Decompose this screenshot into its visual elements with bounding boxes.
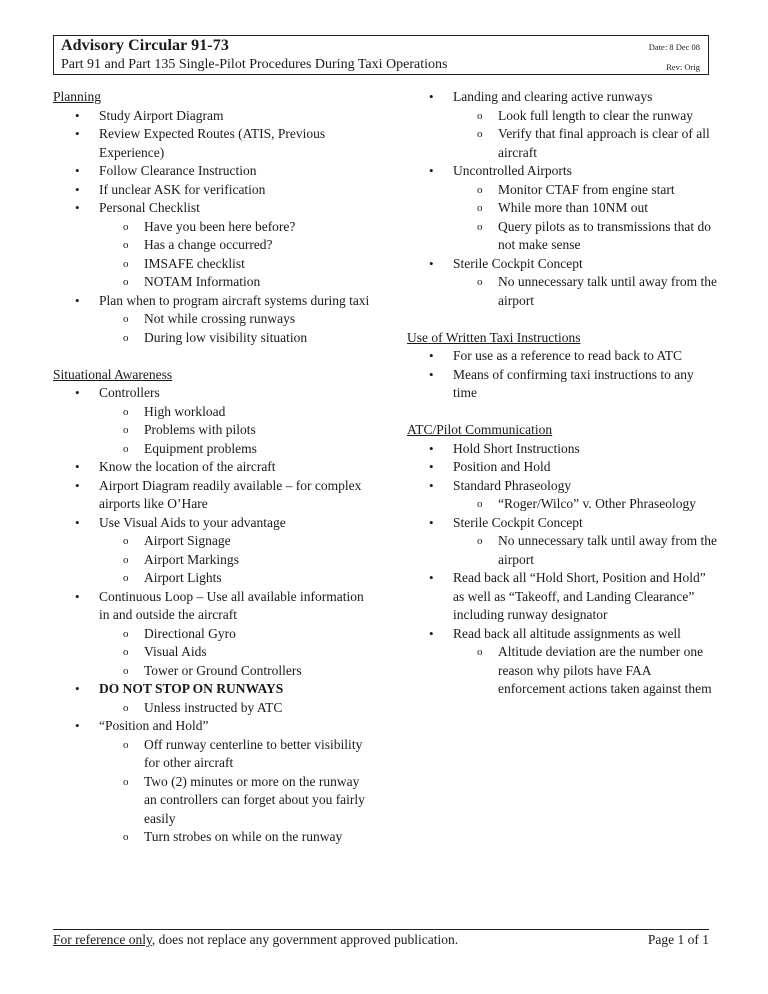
list-item [407,514,717,570]
sub-list-item: o Verify that final approach is clear of all aircraft [407,125,717,162]
list-item-text: Read back all altitude assignments as well [453,625,681,641]
sub-list-item: o Have you been here before? [53,218,373,237]
spacer [53,347,373,366]
list-item [53,199,373,292]
sub-list [453,643,717,699]
list-item-text: Controllers [99,385,160,400]
atc-communication-list [407,440,717,699]
list-item: • Follow Clearance Instruction [53,162,373,181]
sub-list [99,218,373,292]
section-heading-planning: Planning [53,89,102,104]
sub-list-item: o Turn strobes on while on the runway [53,828,373,847]
sub-list-item: o Query pilots as to transmissions that do not make sense [407,218,717,255]
sub-list-item: o Visual Aids [53,643,373,662]
list-item [407,625,717,699]
list-item [53,717,373,847]
sub-list [453,495,717,514]
sub-list-item: o Airport Markings [53,551,373,570]
list-item: • For use as a reference to read back to ATC [407,347,717,366]
sub-list-item: o No unnecessary talk until away from the airport [407,273,717,310]
sub-list-item: o NOTAM Information [53,273,373,292]
sub-list-item: o Off runway centerline to better visibility for other aircraft [53,736,373,773]
section-heading-atc-communication: ATC/Pilot Communication [407,422,553,437]
planning-list [53,107,373,348]
left-column [53,88,373,847]
list-item [53,514,373,588]
section-heading-written-taxi: Use of Written Taxi Instructions [407,329,581,345]
sub-list-item: o High workload [53,403,373,422]
sub-list-item: o Monitor CTAF from engine start [407,181,717,200]
sub-list-item: o Problems with pilots [53,421,373,440]
sub-list [453,532,717,569]
sub-list [99,310,373,347]
sub-list [453,181,717,255]
sub-list-item: o Unless instructed by ATC [53,699,373,718]
sub-list-item: o Tower or Ground Controllers [53,662,373,681]
list-item [53,680,373,717]
list-item: • Hold Short Instructions [407,440,717,459]
sub-list-item: o Look full length to clear the runway [407,107,717,126]
page-number: Page 1 of 1 [647,932,709,947]
list-item-text: Standard Phraseology [453,477,572,493]
list-item-text: Plan when to program aircraft systems during taxi [99,292,370,308]
list-item: • Know the location of the aircraft [53,458,373,477]
footer-divider [53,929,709,930]
section-heading-situational-awareness: Situational Awareness [53,366,173,382]
sub-list [453,273,717,310]
situational-list [53,384,373,847]
list-item-text: Uncontrolled Airports [453,163,572,178]
sub-list-item: o Directional Gyro [53,625,373,644]
sub-list-item: o “Roger/Wilco” v. Other Phraseology [407,495,717,514]
list-item: • Position and Hold [407,458,717,477]
document-revision: Rev: Orig [666,62,700,72]
sub-list-item: o Equipment problems [53,440,373,459]
spacer [407,403,717,422]
sub-list [99,403,373,459]
sub-list-item: o Airport Lights [53,569,373,588]
sub-list-item: o During low visibility situation [53,329,373,348]
list-item [53,588,373,681]
list-item [407,477,717,514]
sub-list [99,699,373,718]
list-item: • Read back all “Hold Short, Position and Hold” as well as “Takeoff, and Landing Clearance” including runway designator [407,569,717,625]
list-item-text: Continuous Loop – Use all available information in and outside the aircraft [99,588,364,622]
written-taxi-list [407,347,717,403]
list-item: • If unclear ASK for verification [53,181,373,200]
list-item [407,88,717,162]
sub-list [99,532,373,588]
sub-list-item: o Has a change occurred? [53,236,373,255]
list-item [407,255,717,311]
sub-list-item: o Not while crossing runways [53,310,373,329]
list-item-text-bold: DO NOT STOP ON RUNWAYS [99,681,284,696]
footer-disclaimer-lead: For reference only [53,932,152,947]
footer-disclaimer-rest: , does not replace any government approved publication. [151,932,459,947]
document-date: Date: 8 Dec 08 [648,42,700,52]
list-item: • Means of confirming taxi instructions to any time [407,366,717,403]
document-subtitle: Part 91 and Part 135 Single-Pilot Procedures During Taxi Operations [61,57,448,72]
sub-list [99,625,373,681]
sub-list-item: o Airport Signage [53,532,373,551]
document-title: Advisory Circular 91-73 [61,37,229,54]
list-item: • Review Expected Routes (ATIS, Previous Experience) [53,125,373,162]
list-item [53,292,373,348]
list-item-text: Sterile Cockpit Concept [453,255,583,271]
footer-disclaimer [53,932,458,948]
sub-list-item: o While more than 10NM out [407,199,717,218]
sub-list-item: o Two (2) minutes or more on the runway an controllers can forget about you fairly easily [53,773,373,829]
list-item [53,384,373,458]
list-item-text: Landing and clearing active runways [453,89,653,104]
sub-list-item: o IMSAFE checklist [53,255,373,274]
list-item: • Airport Diagram readily available – for complex airports like O’Hare [53,477,373,514]
sub-list [99,736,373,847]
list-item-text: “Position and Hold” [99,718,209,733]
list-item-text: Personal Checklist [99,200,200,215]
sub-list-item: o No unnecessary talk until away from the airport [407,532,717,569]
list-item [407,162,717,255]
sub-list-item: o Altitude deviation are the number one reason why pilots have FAA enforcement actions taken against them [407,643,717,699]
document-header [53,35,709,75]
list-item-text: Use Visual Aids to your advantage [99,514,286,530]
list-item: • Study Airport Diagram [53,107,373,126]
list-item-text: Sterile Cockpit Concept [453,514,583,530]
spacer [407,310,717,329]
right-column [407,88,717,699]
sub-list [453,107,717,163]
runway-list [407,88,717,310]
